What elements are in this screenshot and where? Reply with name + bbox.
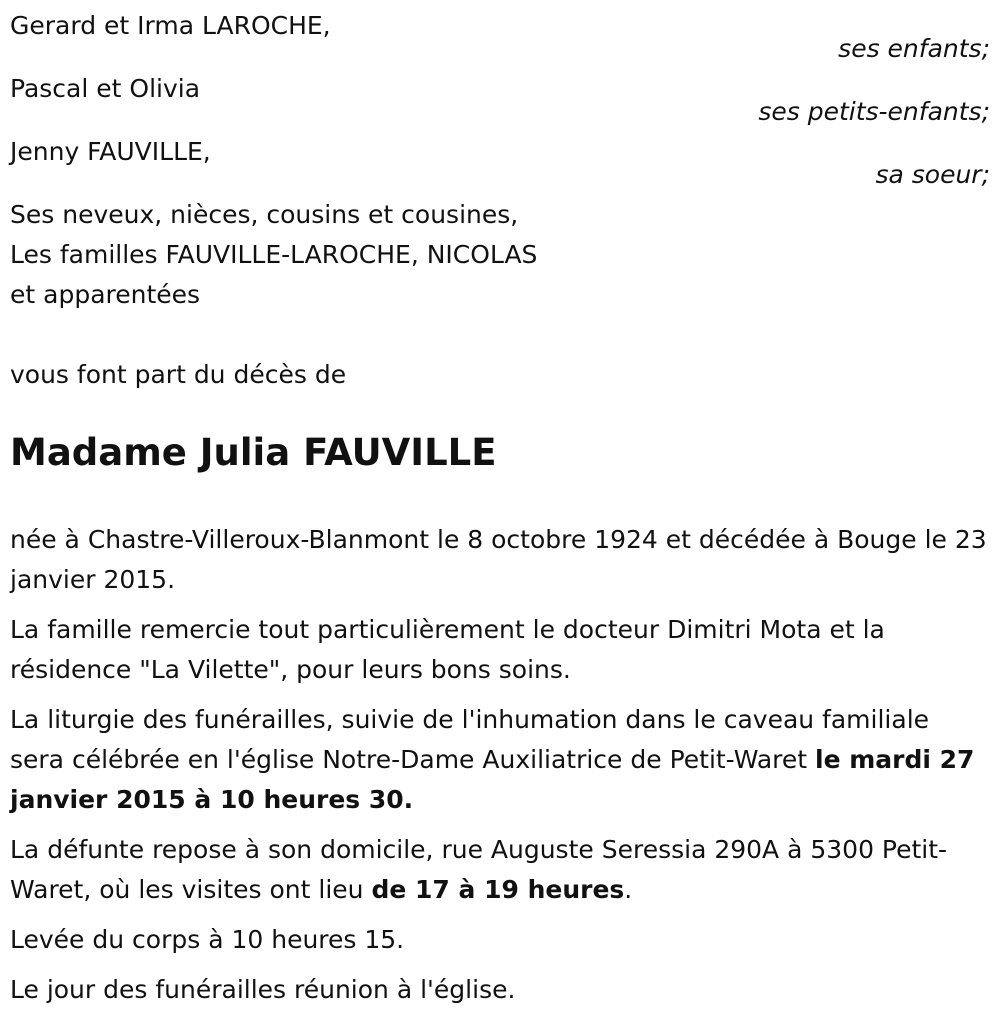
repose-text: La défunte repose à son domicile, rue Auguste Seressia 290A à 5300 Petit-Waret, où les visites ont lieu [10, 835, 948, 904]
family-relation: sa soeur; [875, 160, 990, 189]
other-relatives [10, 195, 990, 315]
levee-paragraph: Levée du corps à 10 heures 15. [10, 925, 405, 954]
repose-end: . [624, 875, 633, 904]
other-relatives-line: Ses neveux, nièces, cousins et cousines, [10, 200, 519, 229]
thanks-paragraph: La famille remercie tout particulièrement le docteur Dimitri Mota et la résidence "La Vilette", pour leurs bons soins. [10, 615, 885, 684]
visiting-hours: de 17 à 19 heures [371, 875, 625, 904]
repose-paragraph [10, 830, 990, 910]
family-group-sister [10, 132, 990, 195]
funeral-paragraph [10, 700, 990, 820]
family-relation: ses enfants; [838, 34, 990, 63]
announcement-intro: vous font part du décès de [10, 360, 347, 389]
spacer [10, 315, 990, 355]
family-group-grandchildren [10, 69, 990, 132]
deceased-name: Madame Julia FAUVILLE [10, 431, 497, 474]
funeral-text: La liturgie des funérailles, suivie de l'inhumation dans le caveau familiale sera célébrée en l'église Notre-Dame Auxiliatrice de Petit-Waret [10, 705, 930, 774]
other-relatives-line: Les familles FAUVILLE-LAROCHE, NICOLAS [10, 240, 538, 269]
family-names: Gerard et Irma LAROCHE, [10, 11, 331, 40]
family-group-children [10, 6, 990, 69]
other-relatives-line: et apparentées [10, 280, 201, 309]
family-names: Pascal et Olivia [10, 74, 201, 103]
funeral-date: le mardi 27 janvier 2015 à 10 heures 30. [10, 745, 975, 814]
family-names: Jenny FAUVILLE, [10, 137, 211, 166]
birth-death-paragraph: née à Chastre-Villeroux-Blanmont le 8 octobre 1924 et décédée à Bouge le 23 janvier 2015. [10, 525, 987, 594]
reunion-paragraph: Le jour des funérailles réunion à l'église. [10, 975, 516, 1004]
family-relation: ses petits-enfants; [758, 97, 990, 126]
